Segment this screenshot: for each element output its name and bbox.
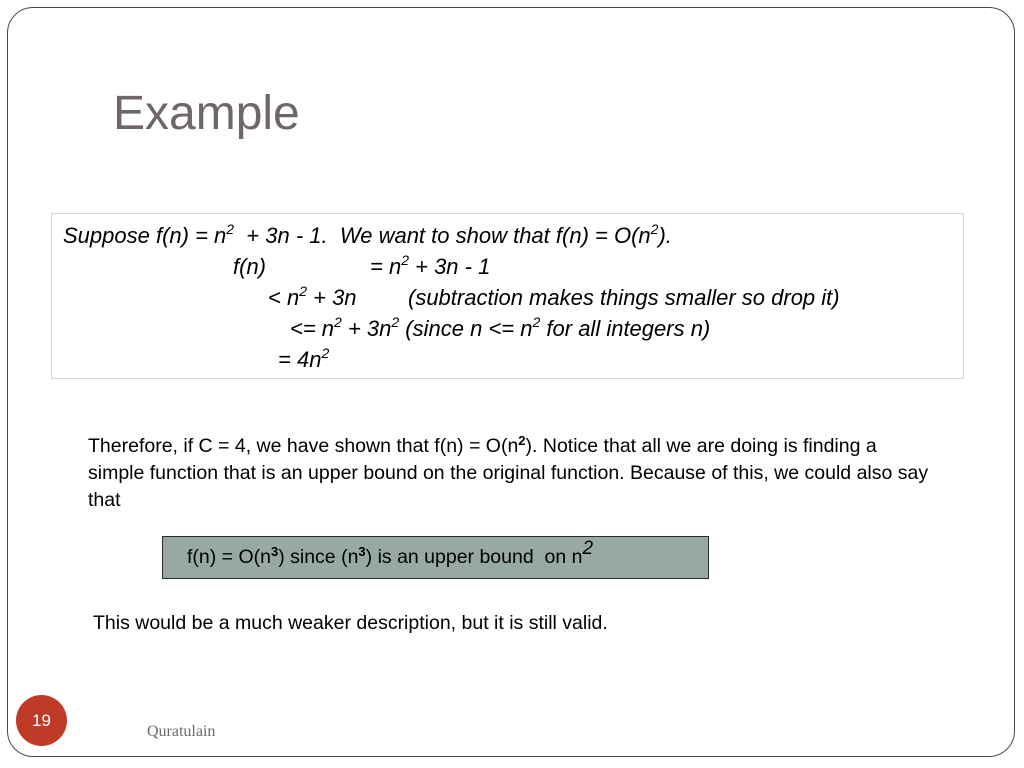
proof-text: Suppose f(n) = n xyxy=(63,223,227,248)
proof-text: + 3n xyxy=(341,316,392,341)
exponent: 2 xyxy=(321,345,330,361)
page-number-badge xyxy=(16,695,67,746)
exponent: 2 xyxy=(532,314,541,330)
proof-line-5 xyxy=(278,347,329,373)
proof-text: for all integers n) xyxy=(540,316,711,341)
exponent: 2 xyxy=(299,283,307,299)
exponent: 2 xyxy=(334,314,342,330)
callout-segment: ) since (n xyxy=(278,546,359,568)
exponent: 2 xyxy=(226,221,235,237)
proof-line-2-rhs xyxy=(370,254,490,280)
exponent: 2 xyxy=(650,221,659,237)
callout-segment: ) is an upper bound on n xyxy=(365,546,583,568)
proof-text: <= n xyxy=(290,316,335,341)
proof-line-1 xyxy=(63,223,672,249)
exponent: 3 xyxy=(358,544,366,559)
proof-text: (subtraction makes things smaller so drop it) xyxy=(408,285,840,310)
proof-line-2-lhs xyxy=(233,254,266,280)
callout-text xyxy=(187,538,594,569)
exponent: 2 xyxy=(401,252,409,268)
proof-text: + 3n - 1. We want to show that f(n) = O(n xyxy=(234,223,651,248)
proof-line-3-note xyxy=(408,285,840,311)
paragraph-text: Therefore, if C = 4, we have shown that f(n) = O(n xyxy=(88,435,519,457)
proof-text: = 4n xyxy=(278,347,322,372)
proof-text: + 3n xyxy=(307,285,357,310)
proof-text: ). xyxy=(658,223,672,248)
page-number: 19 xyxy=(32,710,51,730)
explanation-paragraph xyxy=(88,433,938,514)
proof-box xyxy=(51,213,964,379)
proof-text: < n xyxy=(268,285,300,310)
proof-text: f(n) xyxy=(233,254,266,279)
callout-segment: f(n) = O(n xyxy=(187,546,271,568)
paragraph-text: ). Notice that all we are doing is finding a simple function that is an upper bound on the original function. Because of this, we could also say that xyxy=(88,435,929,511)
proof-line-3 xyxy=(268,285,357,311)
proof-text: + 3n - 1 xyxy=(409,254,491,279)
slide-title: Example xyxy=(113,87,300,140)
exponent: 2 xyxy=(391,314,400,330)
exponent: 2 xyxy=(518,433,526,448)
proof-text: (since n <= n xyxy=(399,316,533,341)
callout-box xyxy=(162,536,709,579)
exponent: 2 xyxy=(582,538,594,559)
proof-text: = n xyxy=(370,254,402,279)
closing-statement: This would be a much weaker description, but it is still valid. xyxy=(93,612,608,634)
exponent: 3 xyxy=(270,544,279,559)
author-name: Quratulain xyxy=(147,723,216,740)
proof-line-4 xyxy=(290,316,710,342)
